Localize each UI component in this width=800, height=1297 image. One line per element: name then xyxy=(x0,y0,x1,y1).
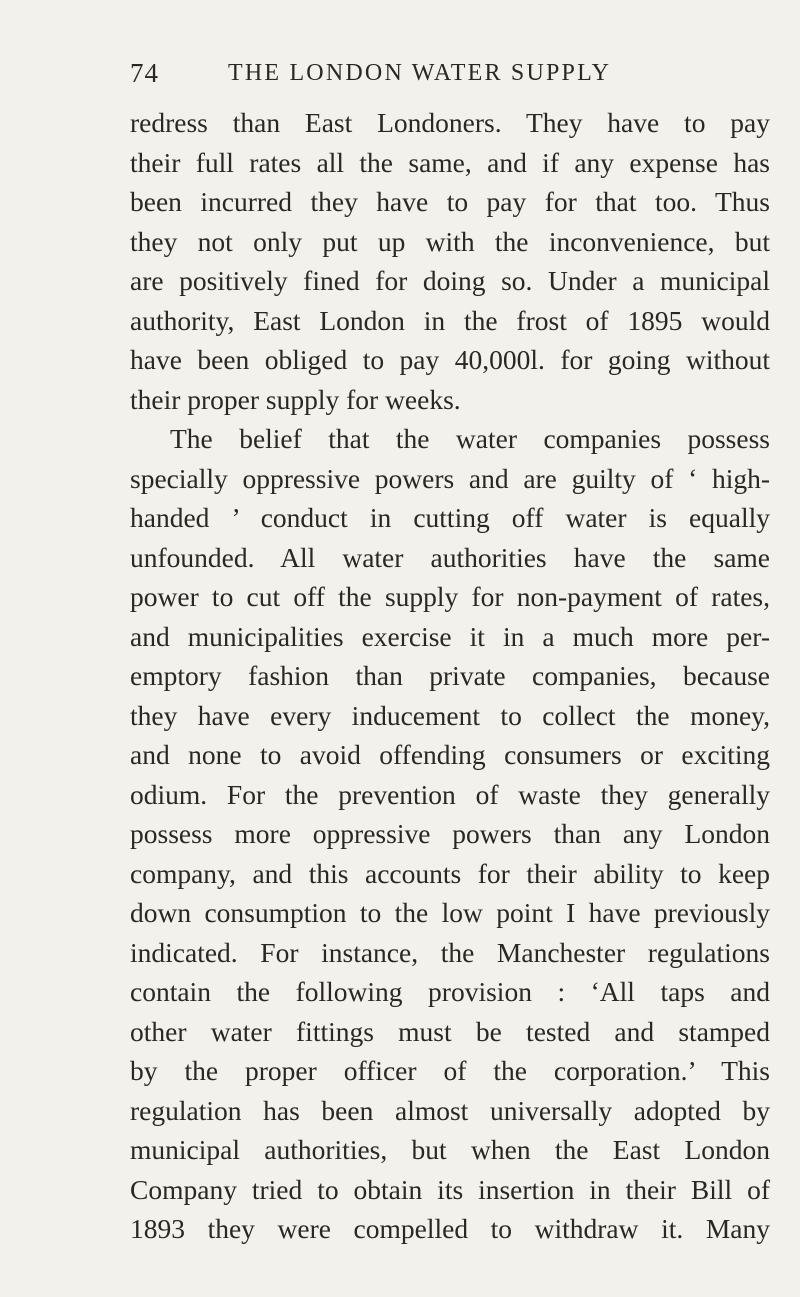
text-line: possess more oppressive powers than any London xyxy=(130,818,770,849)
text-line: specially oppressive powers and are guilty of ‘ high- xyxy=(130,462,770,494)
text-line: unfounded. All water authorities have the same xyxy=(130,541,770,573)
text-line: their full rates all the same, and if any expense has xyxy=(130,146,770,178)
running-title: THE LONDON WATER SUPPLY xyxy=(228,60,612,86)
text-line: down consumption to the low point I have previously xyxy=(130,897,770,928)
paragraph xyxy=(130,103,770,419)
text-line: by the proper officer of the corporation.’ This xyxy=(130,1055,770,1086)
text-line: handed ’ conduct in cutting off water is equally xyxy=(130,502,770,533)
text-line: have been obliged to pay 40,000l. for going without xyxy=(130,344,770,375)
text-line: regulation has been almost universally adopted by xyxy=(130,1094,770,1126)
text-line: emptory fashion than private companies, because xyxy=(130,660,770,691)
text-line: they have every inducement to collect the money, xyxy=(130,699,770,731)
body-text xyxy=(130,103,770,1249)
text-line: odium. For the prevention of waste they generally xyxy=(130,778,770,810)
text-line: been incurred they have to pay for that too. Thus xyxy=(130,186,770,217)
text-line: redress than East Londoners. They have to pay xyxy=(130,107,770,138)
paragraph xyxy=(130,419,770,1249)
text-line: indicated. For instance, the Manchester regulations xyxy=(130,936,770,968)
text-line: municipal authorities, but when the East London xyxy=(130,1134,770,1165)
text-line: are positively fined for doing so. Under a municipal xyxy=(130,265,770,296)
text-line: The belief that the water companies possess xyxy=(170,423,770,454)
text-line: 1893 they were compelled to withdraw it. Many xyxy=(130,1213,770,1244)
text-line: authority, East London in the frost of 1895 would xyxy=(130,304,770,336)
text-line: they not only put up with the inconvenience, but xyxy=(130,225,770,257)
text-line: power to cut off the supply for non-payment of rates, xyxy=(130,581,770,612)
text-line: other water fittings must be tested and stamped xyxy=(130,1015,770,1047)
text-line: company, and this accounts for their ability to keep xyxy=(130,857,770,889)
text-line: Company tried to obtain its insertion in their Bill of xyxy=(130,1173,770,1205)
text-line: contain the following provision : ‘All taps and xyxy=(130,976,770,1007)
text-line: their proper supply for weeks. xyxy=(130,383,461,415)
page-number: 74 xyxy=(130,58,159,88)
text-line: and municipalities exercise it in a much more per- xyxy=(130,620,770,652)
text-line: and none to avoid offending consumers or exciting xyxy=(130,739,770,770)
running-head xyxy=(130,58,770,98)
